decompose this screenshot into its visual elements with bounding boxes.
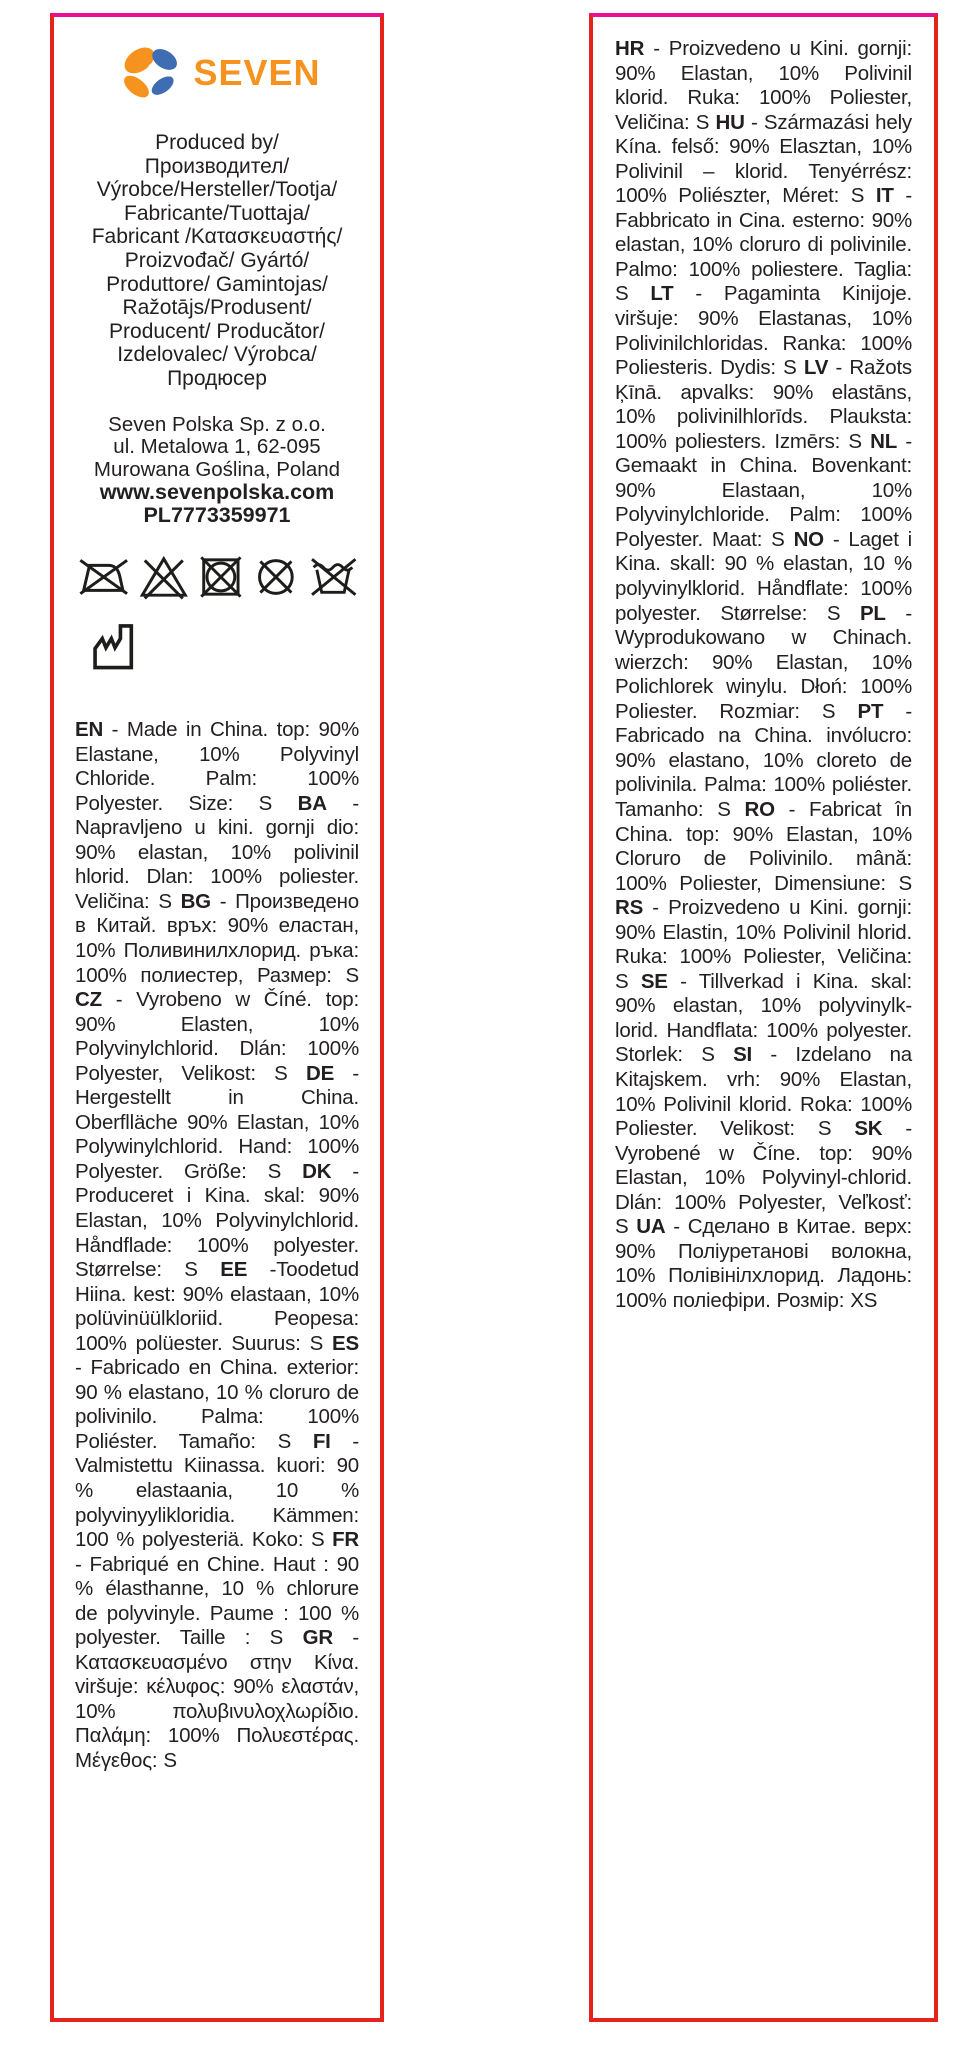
composition-text-right xyxy=(615,37,912,1313)
segment-text: - Fabricat în China. top: 90% Elastan, 10% Cloruro de Polivinilo. mână: 100% Poliester, Dimensiune: S xyxy=(615,797,912,895)
segment-text: - Wyprodukowano w Chinach. wierzch: 90% Elastan, 10% Polichlorek winylu. Dłoń: 100% Poliester. Rozmiar: S xyxy=(615,601,913,723)
language-code: LT xyxy=(650,282,674,306)
segment-text: - Napravljeno u kini. gornji dio: 90% elastan, 10% polivinil hlorid. Dlan: 100% poliester. Veličina: S xyxy=(75,791,359,913)
segment-text: - Vyrobeno w Číné. top: 90% Elasten, 10% Polyvinylchlorid. Dlán: 100% Polyester, Velikost: S xyxy=(75,988,359,1085)
care-symbols-row xyxy=(75,553,359,601)
segment-text: - Származási hely Kína. felső: 90% Elasztan, 10% Polivinil – klorid. Tenyérrész: 100% Poliészter, Méret: S xyxy=(615,110,912,208)
website-url: www.sevenpolska.com xyxy=(99,480,335,505)
produced-by-block xyxy=(75,131,359,391)
language-code: PT xyxy=(857,699,884,723)
address-street: ul. Metalowa 1, 62-095 xyxy=(113,435,321,459)
tax-id: PL7773359971 xyxy=(143,502,291,527)
language-code: DK xyxy=(302,1159,332,1183)
language-code: NO xyxy=(793,527,824,551)
address-block xyxy=(75,414,359,527)
language-code: HU xyxy=(715,110,745,134)
do-not-iron-icon xyxy=(77,554,130,600)
language-code: ES xyxy=(332,1331,359,1355)
segment-text: - Produceret i Kina. skal: 90% Elastan, 10% Polyvinylchlorid. Håndflade: 100% polyester. Størrelse: S xyxy=(75,1159,360,1282)
segment-text: - Fabricado en China. exterior: 90 % elastano, 10 % cloruro de polivinilo. Palma: 100% Poliéster. Tamaño: S xyxy=(75,1356,359,1453)
segment-text: - Fabriqué en Chine. Haut : 90 % élasthanne, 10 % chlorure de polyvinyle. Paume : 100 % polyester. Taille : S xyxy=(75,1552,359,1650)
language-code: DE xyxy=(305,1061,335,1085)
do-not-dry-clean-icon xyxy=(253,553,299,601)
segment-text: - Izdelano na Kitajskem. vrh: 90% Elastan, 10% Polivinil klorid. Roka: 100% Poliester. Velikost: S xyxy=(615,1043,912,1141)
segment-text: -Toodetud Hiina. kest: 90% elastaan, 10% polüvinüülkloriid. Peopesa: 100% polüester. Suurus: S xyxy=(75,1258,359,1355)
language-code: FR xyxy=(332,1528,359,1552)
segment-text: - Hergestellt in China. Oberflläche 90% Elastan, 10% Polywinylchlorid. Hand: 100% Polyester. Größe: S xyxy=(75,1061,360,1183)
right-label-panel xyxy=(589,13,938,2022)
segment-text: - Made in China. top: 90% Elastane, 10% Polyvinyl Chloride. Palm: 100% Polyester. Size: S xyxy=(75,718,359,815)
segment-text: - Gemaakt in China. Bovenkant: 90% Elastaan, 10% Polyvinylchloride. Palm: 100% Polyester. Maat: S xyxy=(615,429,912,551)
language-code: PL xyxy=(859,601,886,625)
do-not-bleach-icon xyxy=(139,553,189,601)
left-label-panel xyxy=(50,13,384,2022)
language-code: SI xyxy=(733,1043,753,1067)
produced-by-line: Fabricant /Κατασκευαστής/ xyxy=(91,225,343,249)
language-code: EE xyxy=(220,1258,248,1282)
language-code: RO xyxy=(744,797,775,821)
segment-text: - Valmistettu Kiinassa. kuori: 90 % elastaania, 10 % polyvinyylikloridia. Kämmen: 100 % polyesteriä. Koko: S xyxy=(75,1429,360,1552)
segment-text: - Ražots Ķīnā. apvalks: 90% elastāns, 10% polivinilhlorīds. Plauksta: 100% poliesters. Izmērs: S xyxy=(615,356,912,453)
language-code: CZ xyxy=(75,988,102,1012)
factory-icon xyxy=(83,615,147,673)
segment-text: - Vyrobené w Číne. top: 90% Elastan, 10% Polyvinyl-chlorid. Dlán: 100% Polyester, Veľkosť: S xyxy=(615,1117,913,1239)
produced-by-line: Producent/ Producător/ xyxy=(109,319,325,343)
do-not-wash-icon xyxy=(308,554,359,600)
language-code: UA xyxy=(636,1215,666,1239)
language-code: SK xyxy=(854,1117,883,1141)
composition-text-left xyxy=(75,718,359,1774)
segment-text: - Proizvedeno u Kini. gornji: 90% Elastin, 10% Polivinil hlorid. Ruka: 100% Poliester, Veličina: S xyxy=(615,896,912,993)
produced-by-line: Fabricante/Tuottaja/ xyxy=(124,201,310,225)
manufacturer-symbol-row xyxy=(75,615,359,678)
do-not-tumble-dry-icon xyxy=(198,553,244,601)
segment-text: - Fabricado na China. invólucro: 90% elastano, 10% cloreto de polivinila. Palma: 100% poliéster. Tamanho: S xyxy=(615,699,912,821)
segment-text: - Proizvedeno u Kini. gornji: 90% Elastan, 10% Polivinil klorid. Ruka: 100% Poliester, Veličina: S xyxy=(615,37,912,134)
produced-by-line: Produttore/ Gamintojas/ xyxy=(106,272,328,296)
segment-text: - Произведено в Китай. връх: 90% еластан, 10% Поливинилхлорид. ръка: 100% полиестер, Размер: S xyxy=(75,889,359,987)
segment-text: - Tillverkad i Kina. skal: 90% elastan, 10% polyvinylk-lorid. Handflata: 100% polyester. Storlek: S xyxy=(615,969,912,1067)
language-code: BA xyxy=(297,791,327,815)
segment-text: - Κατασκευασμένο στην Κίνα. viršuje: κέλυφος: 90% ελαστάν, 10% πολυβινυλοχλωρίδιο. Παλάμη: 100% Πολυεστέρας. Μέγεθος: S xyxy=(75,1626,360,1772)
language-code: EN xyxy=(75,718,104,742)
seven-logo xyxy=(75,41,359,105)
language-code: BG xyxy=(180,889,211,913)
produced-by-line: Proizvođač/ Gyártó/ xyxy=(124,248,310,272)
language-code: FI xyxy=(312,1429,331,1453)
language-code: GR xyxy=(302,1626,333,1650)
butterfly-logo-icon xyxy=(113,41,191,105)
language-code: NL xyxy=(870,429,898,453)
produced-by-line: Продюсер xyxy=(167,366,267,390)
language-code: HR xyxy=(615,37,645,60)
language-code: SE xyxy=(640,969,668,993)
produced-by-line: Výrobce/Hersteller/Tootja/ xyxy=(96,178,338,202)
language-code: IT xyxy=(875,184,894,208)
segment-text: - Fabbricato in Cina. esterno: 90% elastan, 10% cloruro di polivinile. Palmo: 100% poliestere. Taglia: S xyxy=(615,184,912,306)
brand-name: SEVEN xyxy=(193,52,321,93)
produced-by-line: Производител/ xyxy=(144,154,290,178)
produced-by-line: Ražotājs/Produsent/ xyxy=(122,296,312,320)
address-company: Seven Polska Sp. z o.o. xyxy=(108,412,326,436)
produced-by-line: Produced by/ xyxy=(155,131,279,154)
address-city: Murowana Goślina, Poland xyxy=(93,457,341,481)
produced-by-line: Izdelovalec/ Výrobca/ xyxy=(117,343,317,367)
segment-text: - Pagaminta Kinijoje. viršuje: 90% Elastanas, 10% Polivinilchloridas. Ranka: 100% Poliesteris. Dydis: S xyxy=(615,282,912,380)
language-code: LV xyxy=(803,356,829,380)
segment-text: - Сделано в Китае. верх: 90% Поліуретанові волокна, 10% Полівінілхлорид. Ладонь: 100% поліефіри. Розмір: XS xyxy=(615,1215,912,1312)
language-code: RS xyxy=(615,896,644,920)
segment-text: - Laget i Kina. skall: 90 % elastan, 10 % polyvinylklorid. Håndflate: 100% polyester. Størrelse: S xyxy=(615,527,912,625)
